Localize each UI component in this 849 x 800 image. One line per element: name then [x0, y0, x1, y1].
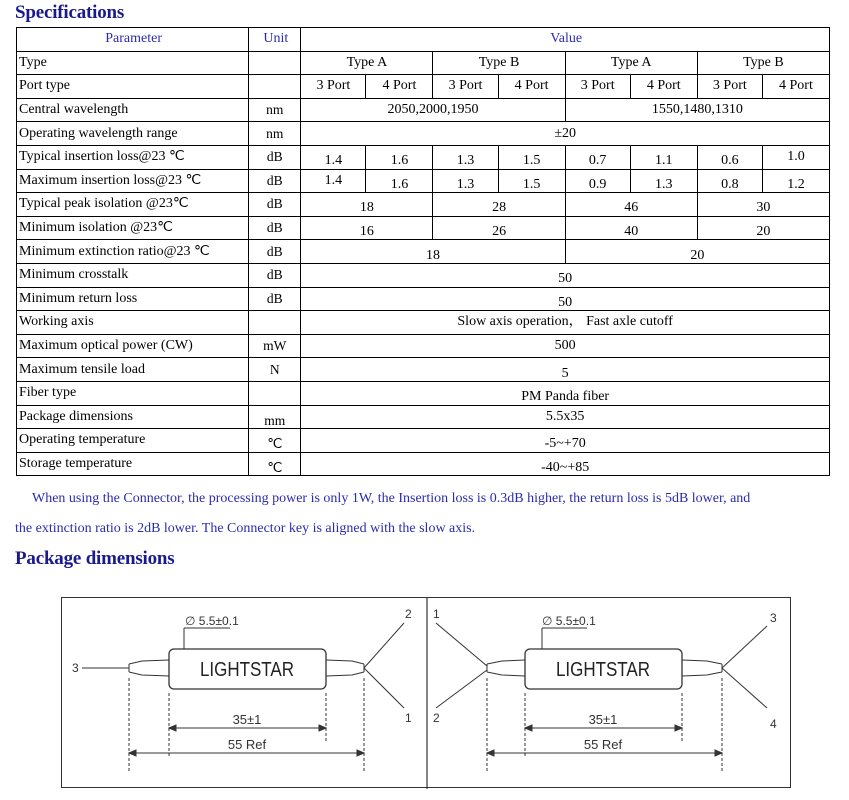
value-text: 1.3 [456, 176, 475, 192]
value-text: 5 [561, 365, 569, 381]
row-label: Maximum tensile load [17, 358, 249, 382]
unit-text: mm [264, 412, 286, 428]
value-text: 50 [558, 294, 573, 310]
table-row [17, 75, 830, 99]
port-cell: 4 Port [366, 75, 433, 99]
value-cell [301, 240, 565, 264]
row-label: Typical peak isolation @23℃ [17, 193, 249, 217]
specifications-table [16, 27, 830, 476]
table-row [17, 145, 830, 169]
left-brand-label: LIGHTSTAR [199, 657, 295, 681]
table-row [17, 240, 830, 264]
connector-note-line-2: the extinction ratio is 2dB lower. The Connector key is aligned with the slow axis. [15, 521, 476, 536]
table-row [17, 452, 830, 476]
value-cell [565, 169, 630, 193]
table-row [17, 429, 830, 453]
value-text: 1.5 [522, 153, 541, 169]
right-diameter-label: ∅ 5.5±0.1 [542, 614, 596, 628]
type-cell: Type B [433, 51, 565, 75]
row-label: Minimum return loss [17, 287, 249, 311]
value-cell [301, 452, 830, 476]
value-cell [630, 145, 697, 169]
value-text: 0.6 [721, 153, 739, 169]
value-cell [498, 145, 565, 169]
value-cell [697, 216, 829, 240]
value-cell [433, 193, 565, 217]
boot-left-top [129, 660, 169, 664]
boot-left-bottom [129, 672, 169, 676]
type-cell: Type B [697, 51, 829, 75]
value-cell [366, 169, 433, 193]
package-drawing-svg [62, 598, 792, 789]
port-cell: 3 Port [301, 75, 366, 99]
type-cell: Type A [565, 51, 697, 75]
value-cell [301, 381, 830, 405]
value-cell [498, 169, 565, 193]
value-cell [301, 263, 830, 287]
value-cell [433, 145, 498, 169]
right-length-label: 35±1 [588, 712, 618, 727]
table-row [17, 193, 830, 217]
boot-rr-top [682, 660, 722, 664]
unit-cell [249, 452, 301, 476]
row-label: Minimum crosstalk [17, 263, 249, 287]
unit-cell: nm [249, 122, 301, 146]
specifications-heading: Specifications [15, 2, 125, 23]
value-cell [762, 169, 829, 193]
unit-cell: dB [249, 240, 301, 264]
left-overall-label: 55 Ref [227, 737, 267, 752]
row-label: Maximum optical power (CW) [17, 334, 249, 358]
unit-cell: dB [249, 169, 301, 193]
right-port-1-label: 1 [433, 607, 440, 621]
value-text: 50 [558, 271, 573, 287]
value-text: 28 [492, 200, 507, 216]
value-cell: ±20 [301, 122, 830, 146]
value-text: 1.3 [456, 153, 475, 169]
unit-cell: nm [249, 98, 301, 122]
port-cell: 4 Port [498, 75, 565, 99]
table-row [17, 169, 830, 193]
table-row [17, 311, 830, 335]
value-text: -5~+70 [544, 436, 586, 452]
value-cell: 1550,1480,1310 [565, 98, 829, 122]
fiber-port-1-right [436, 623, 487, 666]
value-cell [301, 193, 433, 217]
row-label: Minimum extinction ratio@23 ℃ [17, 240, 249, 264]
table-row [17, 216, 830, 240]
parameter-header: Parameter [17, 28, 249, 52]
value-text: 20 [690, 247, 705, 263]
right-brand-label: LIGHTSTAR [555, 657, 651, 681]
unit-cell [249, 429, 301, 453]
right-port-4-label: 4 [770, 717, 777, 731]
port-cell: 3 Port [433, 75, 498, 99]
value-cell [565, 216, 697, 240]
right-port-3-label: 3 [770, 611, 777, 625]
unit-text: ℃ [267, 459, 283, 475]
row-label: Storage temperature [17, 452, 249, 476]
value-cell [565, 240, 829, 264]
value-cell [366, 145, 433, 169]
value-cell [301, 358, 830, 382]
unit-cell [249, 51, 301, 75]
value-text: 1.6 [390, 176, 409, 192]
value-cell [301, 429, 830, 453]
value-text: 1.4 [324, 153, 343, 169]
boot-rr-bottom [682, 672, 722, 676]
value-cell: 500 [301, 334, 830, 358]
value-text: 40 [624, 224, 639, 240]
value-cell: 5.5x35 [301, 405, 830, 429]
value-cell: 1.4 [301, 169, 366, 193]
fiber-port-4-right [722, 668, 767, 708]
value-text: 20 [756, 224, 771, 240]
value-cell [433, 169, 498, 193]
unit-cell: N [249, 358, 301, 382]
value-cell: 1.0 [762, 145, 829, 169]
unit-cell: dB [249, 287, 301, 311]
row-label: Port type [17, 75, 249, 99]
package-dimensions-heading: Package dimensions [15, 548, 175, 569]
table-row [17, 263, 830, 287]
value-text: 18 [359, 200, 374, 216]
unit-cell: dB [249, 263, 301, 287]
port-cell: 3 Port [697, 75, 762, 99]
value-text: 1.5 [522, 176, 541, 192]
value-text: 0.8 [721, 176, 739, 192]
table-row [17, 381, 830, 405]
value-text: PM Panda fiber [521, 389, 610, 405]
unit-cell [249, 381, 301, 405]
value-cell [301, 145, 366, 169]
value-text: 1.3 [655, 176, 673, 192]
row-label: Typical insertion loss@23 ℃ [17, 145, 249, 169]
value-cell [630, 169, 697, 193]
row-label: Working axis [17, 311, 249, 335]
value-cell [697, 145, 762, 169]
left-port-3-label: 3 [72, 661, 79, 675]
package-drawing [61, 597, 791, 788]
right-overall-label: 55 Ref [583, 737, 623, 752]
value-text: 0.7 [588, 153, 607, 169]
right-port-2-label: 2 [433, 711, 440, 725]
boot-rl-bottom [487, 672, 525, 676]
boot-right-bottom [326, 672, 364, 676]
row-label: Fiber type [17, 381, 249, 405]
value-cell: 2050,2000,1950 [301, 98, 565, 122]
unit-cell [249, 405, 301, 429]
unit-text: ℃ [267, 436, 283, 452]
value-cell [433, 216, 565, 240]
value-text: 1.1 [655, 153, 673, 169]
value-text: 26 [492, 224, 507, 240]
unit-cell [249, 75, 301, 99]
value-cell [697, 169, 762, 193]
value-text: 1.2 [787, 176, 805, 192]
table-row [17, 51, 830, 75]
header-row [17, 28, 830, 52]
left-diameter-label: ∅ 5.5±0.1 [185, 614, 239, 628]
connector-note-line-1: When using the Connector, the processing power is only 1W, the Insertion loss is 0.3dB higher, the return loss is 5dB lower, and [32, 491, 751, 506]
unit-cell: dB [249, 193, 301, 217]
row-label: Type [17, 51, 249, 75]
value-text: -40~+85 [541, 459, 590, 475]
left-length-label: 35±1 [232, 712, 262, 727]
unit-cell [249, 311, 301, 335]
value-cell [301, 287, 830, 311]
unit-header: Unit [249, 28, 301, 52]
value-cell [565, 193, 697, 217]
value-text: 46 [624, 200, 639, 216]
value-text: 18 [425, 247, 440, 263]
left-port-1-label: 1 [405, 711, 412, 725]
value-cell [301, 216, 433, 240]
unit-cell: dB [249, 216, 301, 240]
table-row [17, 334, 830, 358]
fiber-port-2-right [436, 670, 487, 708]
unit-cell: mW [249, 334, 301, 358]
value-text: 1.6 [390, 153, 409, 169]
unit-cell: dB [249, 145, 301, 169]
value-text: 16 [359, 224, 374, 240]
value-text: 30 [756, 200, 771, 216]
port-cell: 4 Port [630, 75, 697, 99]
row-label: Maximum insertion loss@23 ℃ [17, 169, 249, 193]
table-row [17, 122, 830, 146]
row-label: Minimum isolation @23℃ [17, 216, 249, 240]
table-row [17, 405, 830, 429]
fiber-port-3-right [722, 626, 767, 668]
row-label: Package dimensions [17, 405, 249, 429]
value-header: Value [301, 28, 830, 52]
table-row [17, 287, 830, 311]
boot-rl-top [487, 660, 525, 664]
value-cell [697, 193, 829, 217]
row-label: Operating wavelength range [17, 122, 249, 146]
fiber-port-1 [364, 668, 404, 708]
row-label: Operating temperature [17, 429, 249, 453]
port-cell: 4 Port [762, 75, 829, 99]
row-label: Central wavelength [17, 98, 249, 122]
left-port-2-label: 2 [405, 607, 412, 621]
table-row [17, 358, 830, 382]
value-text: 0.9 [588, 176, 607, 192]
fiber-port-2 [364, 623, 404, 668]
boot-right-top [326, 660, 364, 664]
type-cell: Type A [301, 51, 433, 75]
value-cell [565, 145, 630, 169]
port-cell: 3 Port [565, 75, 630, 99]
table-row [17, 98, 830, 122]
value-cell: Slow axis operation， Fast axle cutoff [301, 311, 830, 335]
